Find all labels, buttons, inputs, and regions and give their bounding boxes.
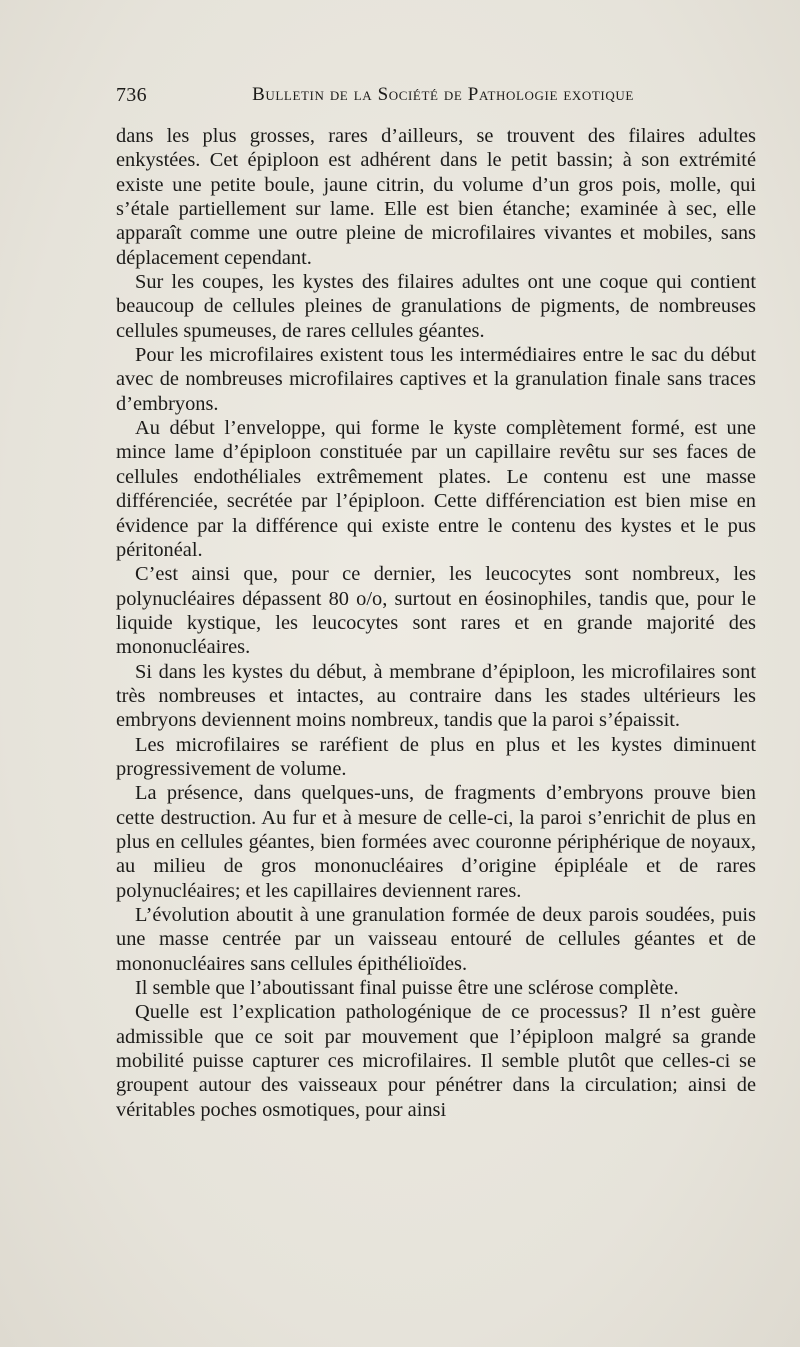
paragraph: Si dans les kystes du début, à membrane d’épiploon, les microfilaires sont très nombreuses et intactes, au contraire dans les stades ultérieurs les embryons deviennent moins nombreux, tandis que la paroi s’épaissit.: [116, 660, 756, 732]
paragraph: C’est ainsi que, pour ce dernier, les leucocytes sont nombreux, les polynucléaires dépassent 80 o/o, surtout en éosinophiles, tandis que, pour le liquide kystique, les leucocytes sont rares et en grande majorité des mononucléaires.: [116, 563, 756, 659]
paragraph: Sur les coupes, les kystes des filaires adultes ont une coque qui contient beaucoup de cellules pleines de granulations de pigments, de nombreuses cellules spumeuses, de rares cellules géantes.: [116, 271, 756, 342]
paragraph: La présence, dans quelques-uns, de fragments d’embryons prouve bien cette destruction. Au fur et à mesure de celle-ci, la paroi s’enrichit de plus en plus en cellules géantes, bien formées avec couronne périphérique de noyaux, au milieu de gros mononucléaires d’origine épipléale et de rares polynucléaires; et les capillaires deviennent rares.: [116, 782, 756, 902]
paragraph: Pour les microfilaires existent tous les intermédiaires entre le sac du début avec de nombreuses microfilaires captives et la granulation finale sans traces d’embryons.: [116, 344, 756, 415]
paragraph: Il semble que l’aboutissant final puisse être une sclérose complète.: [135, 977, 679, 1000]
paragraph: Les microfilaires se raréfient de plus en plus et les kystes diminuent progressivement de volume.: [116, 733, 756, 780]
running-head: Bulletin de la Société de Pathologie exotique: [252, 84, 634, 105]
page-number: 736: [116, 84, 147, 106]
body-text: [116, 124, 756, 1122]
page-header: [116, 84, 700, 112]
paragraph: Au début l’enveloppe, qui forme le kyste complètement formé, est une mince lame d’épiploon constituée par un capillaire revêtu sur ses faces de cellules endothéliales extrêmement plates. Le contenu est une masse différenciée, secrétée par l’épiploon. Cette différenciation est bien mise en évidence par la différence qui existe entre le contenu des kystes et le pus péritonéal.: [116, 417, 756, 561]
paragraph: L’évolution aboutit à une granulation formée de deux parois soudées, puis une masse centrée par un vaisseau entouré de cellules géantes et de mononucléaires sans cellules épithélioïdes.: [116, 904, 756, 975]
paragraph: dans les plus grosses, rares d’ailleurs, se trouvent des filaires adultes enkystées. Cet épiploon est adhérent dans le petit bassin; à son extrémité existe une petite boule, jaune citrin, du volume d’un gros pois, molle, qui s’étale partiellement sur lame. Elle est bien étanche; examinée à sec, elle apparaît comme une outre pleine de microfilaires vivantes et mobiles, sans déplacement cependant.: [116, 125, 756, 269]
paragraph: Quelle est l’explication pathologénique de ce processus? Il n’est guère admissible que ce soit par mouvement que l’épiploon malgré sa grande mobilité puisse capturer ces microfilaires. Il semble plutôt que celles-ci se groupent autour des vaisseaux pour pénétrer dans la circulation; ainsi de véritables poches osmotiques, pour ainsi: [116, 1001, 756, 1121]
